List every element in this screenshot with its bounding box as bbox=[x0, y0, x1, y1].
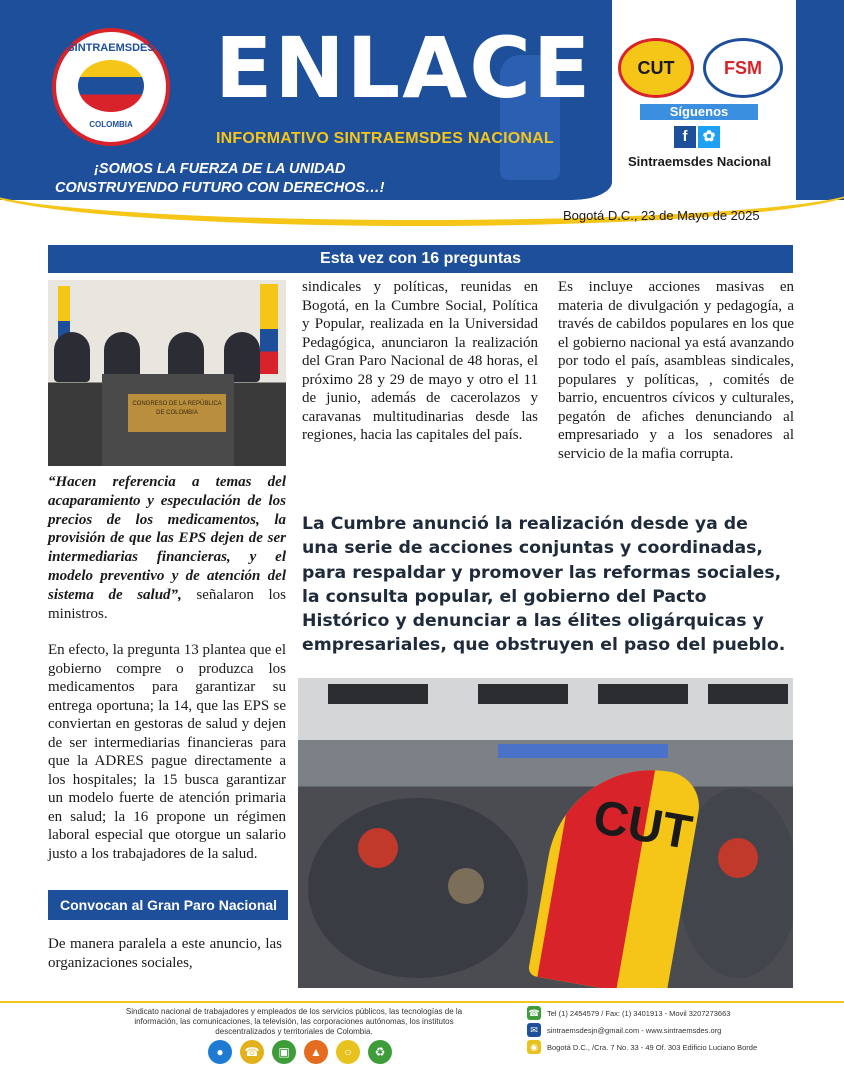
paragraph-questions: En efecto, la pregunta 13 plantea que el gobierno compre o produzca los medicamentos para garantizar su entrega oportuna; la 14, que las EPS se conviertan en gestoras de salud y dejen de ser intermediarias financieras para que la ADRES pague directamente a los hospitales; la 15 busca garantizar un modelo fuerte de atención primaria en salud; la 16 propone un régimen laboral especial que otorgue un salario justo a los trabajadores de la salud. bbox=[48, 642, 286, 862]
hall-window bbox=[328, 684, 428, 704]
footer-divider bbox=[0, 1001, 844, 1003]
follow-us-label: Síguenos bbox=[640, 104, 758, 120]
cut-flag-banner bbox=[528, 754, 705, 988]
congress-plaque: CONGRESO DE LA REPÚBLICA DE COLOMBIA bbox=[128, 394, 226, 432]
recycle-icon: ♻ bbox=[368, 1040, 392, 1064]
mail-icon: ✉ bbox=[527, 1023, 541, 1037]
email-text[interactable]: sintraemsdesjn@gmail.com - www.sintraemsdes.org bbox=[547, 1025, 722, 1035]
contact-address bbox=[527, 1040, 757, 1054]
paragraph-parallel: De manera paralela a este anuncio, las organizaciones sociales, bbox=[48, 936, 282, 971]
subhead-gran-paro: Convocan al Gran Paro Nacional bbox=[48, 890, 288, 920]
fsm-logo[interactable]: FSM bbox=[703, 38, 783, 98]
water-drop-icon: ● bbox=[208, 1040, 232, 1064]
seal-top-text: SINTRAEMSDES bbox=[67, 42, 155, 54]
paragraph-actions: Es incluye acciones masivas en materia de divulgación y pedagogía, a través de cabildos populares en los que el gobierno nacional ya está avanzando por todo el país, asambleas sindicales, populares y políticas, , comités de barrio, encuentros cívicos y culturales, pegatón de afiches denunciando al empresariado y a los senadores al servicio de la mafia corrupta. bbox=[558, 279, 794, 462]
twitter-icon[interactable]: ✿ bbox=[698, 126, 720, 148]
sector-icons bbox=[208, 1040, 392, 1064]
crowd-left bbox=[308, 798, 528, 978]
address-text: Bogotá D.C., /Cra. 7 No. 33 - 49 Of. 303 Edificio Luciano Borde bbox=[547, 1042, 758, 1052]
seal-flag-emblem bbox=[78, 60, 144, 112]
flag-red-stripe bbox=[537, 755, 655, 988]
slogan bbox=[55, 160, 384, 198]
social-links bbox=[674, 126, 720, 148]
location-pin-icon: ◉ bbox=[527, 1040, 541, 1054]
newsletter-subtitle: INFORMATIVO SINTRAEMSDES NACIONAL bbox=[216, 130, 554, 147]
hall-window bbox=[708, 684, 788, 704]
sintraemsdes-seal-logo bbox=[52, 28, 170, 146]
telephone-icon: ☎ bbox=[240, 1040, 264, 1064]
hall-window bbox=[478, 684, 568, 704]
attendee-red-shirt bbox=[358, 828, 398, 868]
flame-icon: ▲ bbox=[304, 1040, 328, 1064]
speaker-figure bbox=[54, 332, 90, 382]
slogan-line-2: CONSTRUYENDO FUTURO CON DERECHOS…! bbox=[55, 180, 385, 196]
light-bulb-icon: ○ bbox=[336, 1040, 360, 1064]
hall-window bbox=[598, 684, 688, 704]
slogan-line-1: ¡SOMOS LA FUERZA DE LA UNIDAD bbox=[94, 161, 346, 177]
seal-bottom-text: COLOMBIA bbox=[89, 120, 133, 129]
newsletter-title: ENLACE bbox=[215, 19, 593, 117]
cut-logo[interactable]: CUT bbox=[618, 38, 694, 98]
contact-phone bbox=[527, 1006, 730, 1020]
social-handle[interactable]: Sintraemsdes Nacional bbox=[628, 154, 772, 169]
attendee bbox=[448, 868, 484, 904]
attendee-red-shirt bbox=[718, 838, 758, 878]
highlight-statement: La Cumbre anunció la realización desde ya de una serie de acciones conjuntas y coordinadas, para respaldar y promover las reformas sociales, la consulta popular, el gobierno del Pacto Histórico y denunciar a las élites oligárquicas y empresariales, que obstruyen el paso del pueblo. bbox=[302, 514, 786, 656]
phone-icon: ☎ bbox=[528, 1008, 540, 1018]
flag-letters: CUT bbox=[589, 790, 696, 861]
section-banner: Esta vez con 16 preguntas bbox=[48, 245, 793, 273]
ministers-quote bbox=[48, 473, 286, 623]
facebook-icon[interactable]: f bbox=[674, 126, 696, 148]
quote-attribution: señalaron los ministros. bbox=[48, 586, 287, 622]
television-icon: ▣ bbox=[272, 1040, 296, 1064]
press-conference-photo bbox=[48, 280, 286, 466]
issue-date: Bogotá D.C., 23 de Mayo de 2025 bbox=[563, 208, 760, 223]
quote-text: “Hacen referencia a temas del acaparamiento y especulación de los precios de los medicamentos, la provisión de que las EPS dejen de ser intermediarias financieras, y el modelo preventivo y de atención del sistema de salud”, bbox=[48, 474, 286, 603]
contact-email bbox=[527, 1023, 721, 1037]
masthead bbox=[0, 0, 844, 225]
phone-text: Tel (1) 2454579 / Fax: (1) 3401913 - Movil 3207273663 bbox=[547, 1008, 731, 1018]
assembly-crowd-photo bbox=[298, 678, 793, 988]
union-description: Sindicato nacional de trabajadores y empleados de los servicios públicos, las tecnologías de la información, las comunicaciones, la televisión, las corporaciones autónomas, los institutos descentralizados y territoriales de Colombia. bbox=[125, 1007, 463, 1036]
colombia-flag-right bbox=[260, 284, 278, 374]
paragraph-cumbre: sindicales y políticas, reunidas en Bogotá, en la Cumbre Social, Política y Popular, realizada en la Universidad Pedagógica, anunciaron la realización del Gran Paro Nacional de 48 horas, el próximo 28 y 29 de mayo y otro el 11 de junio, además de cacerolazos y caravanas multitudinarias desde las regiones, hacia las capitales del país. bbox=[302, 279, 538, 443]
